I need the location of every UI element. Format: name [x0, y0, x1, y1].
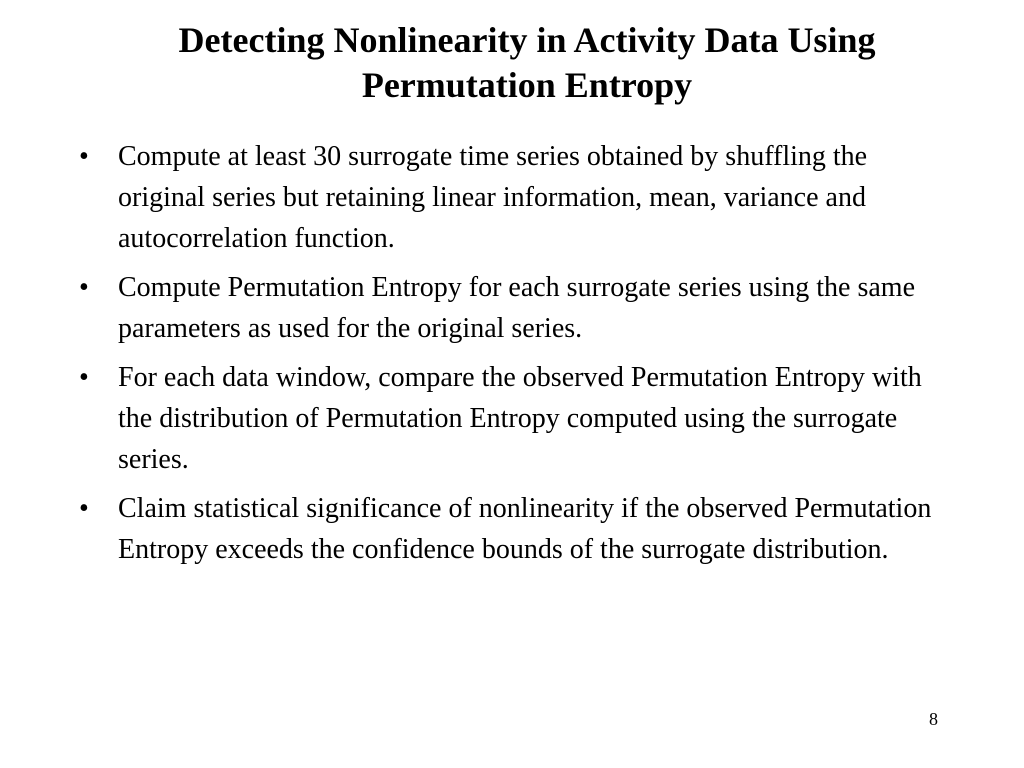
slide-title: [80, 18, 974, 108]
bullet-item: [76, 357, 936, 480]
bullet-text: Compute Permutation Entropy for each surrogate series using the same parameters as used for the original series.: [118, 272, 916, 344]
bullet-text: For each data window, compare the observed Permutation Entropy with the distribution of Permutation Entropy computed using the surrogate series.: [118, 362, 922, 475]
slide-title-line-1: Detecting Nonlinearity in Activity Data Using: [178, 20, 876, 60]
bullet-text: Claim statistical significance of nonlinearity if the observed Permutation Entropy exceeds the confidence bounds of the surrogate distribution.: [118, 493, 932, 565]
bullet-item: [76, 488, 936, 570]
bullet-item: [76, 267, 936, 349]
bullet-item: [76, 136, 936, 259]
bullet-marker: •: [79, 141, 89, 172]
bullet-marker: •: [79, 272, 89, 303]
bullet-list: [76, 136, 936, 578]
bullet-text: Compute at least 30 surrogate time series obtained by shuffling the original series but retaining linear information, mean, variance and autocorrelation function.: [118, 141, 868, 254]
slide-title-line-2: Permutation Entropy: [361, 65, 693, 105]
bullet-marker: •: [79, 493, 89, 524]
page-number: 8: [929, 709, 938, 729]
bullet-marker: •: [79, 362, 89, 393]
